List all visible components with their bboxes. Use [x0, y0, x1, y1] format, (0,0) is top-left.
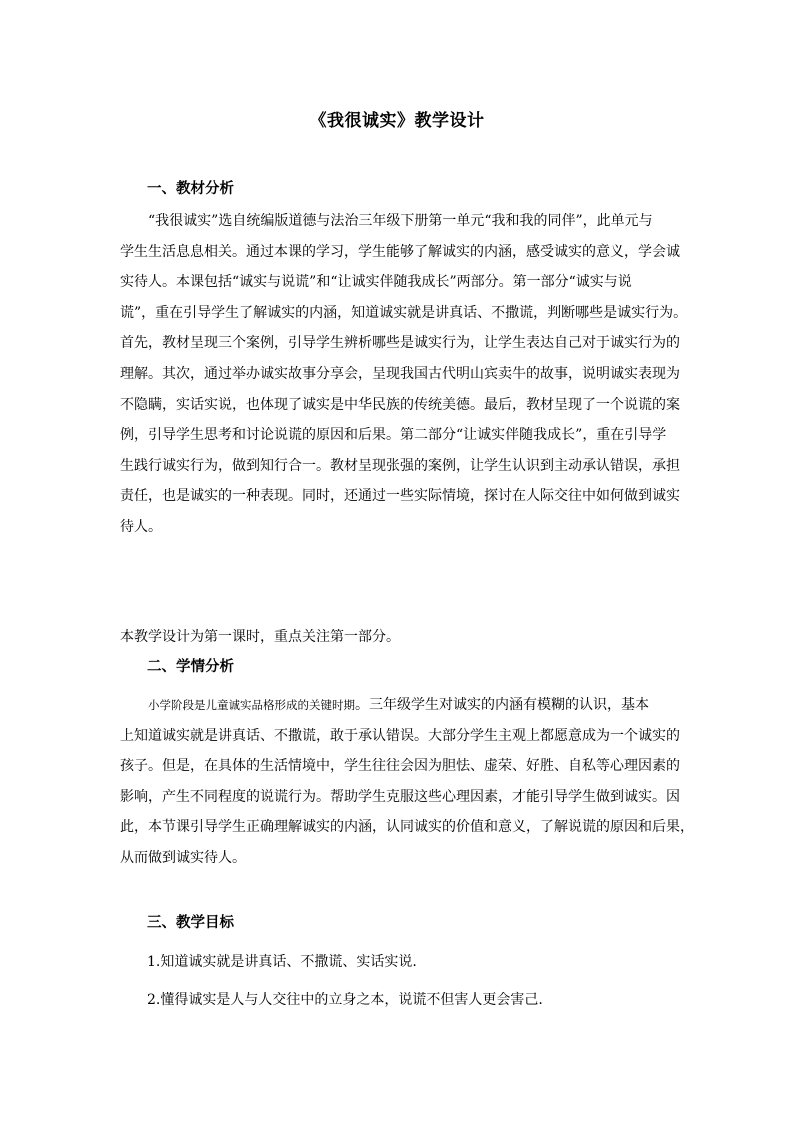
paragraph-line: 待人。	[120, 518, 162, 535]
paragraph-line: 不隐瞒，实话实说，也体现了诚实是中华民族的传统美德。最后，教材呈现了一个说谎的案	[120, 396, 680, 413]
teaching-goal-item: 2.懂得诚实是人与人交往中的立身之本，说谎不但害人更会害己.	[147, 992, 543, 1008]
paragraph-line: 学生生活息息相关。通过本课的学习，学生能够了解诚实的内涵，感受诚实的意义，学会诚	[120, 243, 680, 260]
paragraph-line: 影响，产生不同程度的说谎行为。帮助学生克服这些心理因素，才能引导学生做到诚实。因	[120, 788, 680, 805]
paragraph-line	[120, 690, 680, 721]
paragraph-phrase: 小学阶段是儿童诚实品格形成的关键时期	[148, 698, 355, 712]
paragraph-line: 谎”，重在引导学生了解诚实的内涵，知道诚实就是讲真话、不撒谎，判断哪些是诚实行为。	[120, 304, 688, 321]
paragraph-line: 此，本节课引导学生正确理解诚实的内涵，认同诚实的价值和意义，了解说谎的原因和后果，	[120, 819, 694, 836]
section-heading-materials: 一、教材分析	[147, 180, 234, 197]
section-heading-goals: 三、教学目标	[147, 914, 234, 931]
paragraph-phrase: 。三年级学生对诚实的内涵有模糊的认识，基本	[355, 697, 649, 713]
section-heading-students: 二、学情分析	[147, 658, 234, 675]
paragraph-line: 例，引导学生思考和讨论说谎的原因和后果。第二部分“让诚实伴随我成长”，重在引导学	[120, 427, 667, 444]
paragraph-line: 理解。其次，通过举办诚实故事分享会，呈现我国古代明山宾卖牛的故事，说明诚实表现为	[120, 365, 680, 382]
paragraph-line: “我很诚实”选自统编版道德与法治三年级下册第一单元“我和我的同伴”，此单元与	[148, 213, 653, 229]
paragraph-line: 实待人。本课包括“诚实与说谎”和“让诚实伴随我成长”两部分。第一部分“诚实与说	[120, 274, 632, 291]
paragraph-line: 责任，也是诚实的一种表现。同时，还通过一些实际情境，探讨在人际交往中如何做到诚实	[120, 488, 680, 505]
materials-paragraph	[120, 206, 688, 543]
document-title: 《我很诚实》教学设计	[309, 111, 485, 131]
paragraph-line: 生践行诚实行为，做到知行合一。教材呈现张强的案例，让学生认识到主动承认错误，承担	[120, 457, 680, 474]
paragraph-line: 孩子。但是，在具体的生活情境中，学生往往会因为胆怯、虚荣、好胜、自私等心理因素的	[120, 758, 680, 775]
students-paragraph	[120, 690, 694, 874]
teaching-goal-item: 1.知道诚实就是讲真话、不撒谎、实话实说.	[147, 954, 417, 970]
paragraph-line: 首先，教材呈现三个案例，引导学生辨析哪些是诚实行为，让学生表达自己对于诚实行为的	[120, 335, 680, 352]
lesson-focus-note: 本教学设计为第一课时，重点关注第一部分。	[120, 629, 400, 645]
paragraph-line: 从而做到诚实待人。	[120, 849, 246, 866]
paragraph-line: 上知道诚实就是讲真话、不撒谎，敢于承认错误。大部分学生主观上都愿意成为一个诚实的	[120, 727, 680, 744]
